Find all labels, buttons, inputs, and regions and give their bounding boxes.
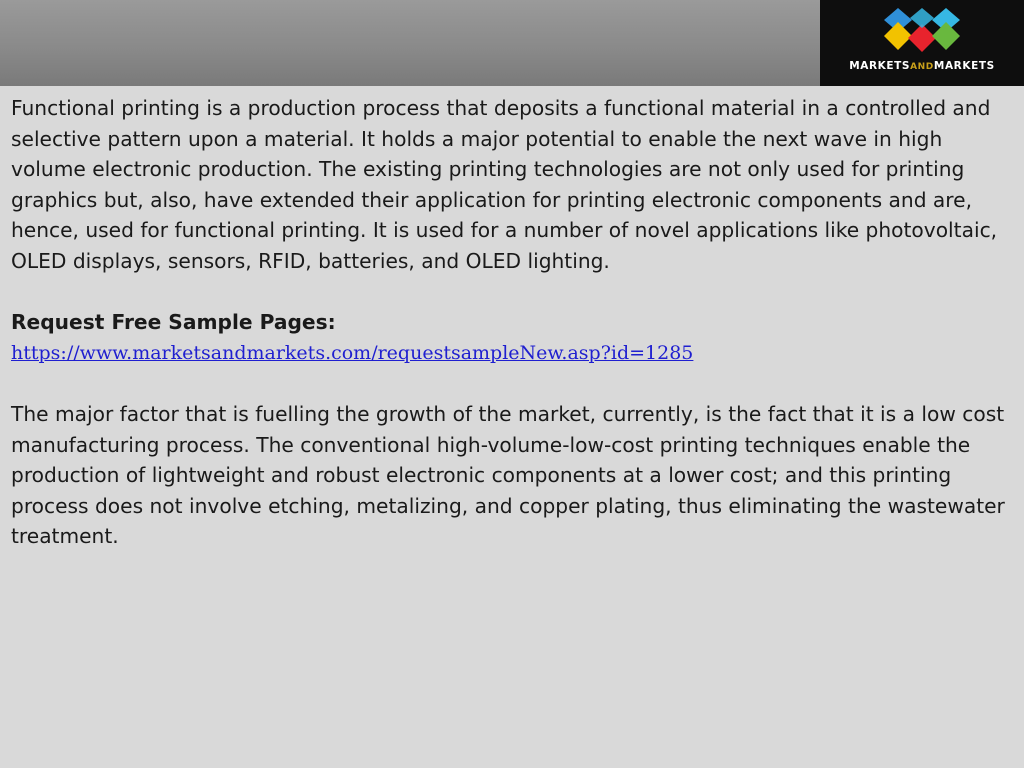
logo-diamonds-icon xyxy=(872,4,972,60)
logo-wordmark: MARKETSANDMARKETS xyxy=(849,60,995,72)
slide-content xyxy=(11,93,1015,552)
intro-paragraph: Functional printing is a production process that deposits a functional material in a controlled and selective pattern upon a material. It holds a major potential to enable the next wave in high volume electronic production. The existing printing technologies are not only used for printing graphics but, also, have extended their application for printing electronic components and are, hence, used for functional printing. It is used for a number of novel applications like photovoltaic, OLED displays, sensors, RFID, batteries, and OLED lighting. xyxy=(11,96,998,273)
marketsandmarkets-logo xyxy=(820,0,1024,86)
growth-paragraph: The major factor that is fuelling the growth of the market, currently, is the fact that it is a low cost manufacturing process. The conventional high-volume-low-cost printing techniques enable the production of lightweight and robust electronic components at a lower cost; and this printing process does not involve etching, metalizing, and copper plating, thus eliminating the wastewater treatment. xyxy=(11,402,1005,548)
sample-request-link[interactable]: https://www.marketsandmarkets.com/requestsampleNew.asp?id=1285 xyxy=(11,342,694,364)
sample-pages-heading: Request Free Sample Pages: xyxy=(11,309,336,334)
